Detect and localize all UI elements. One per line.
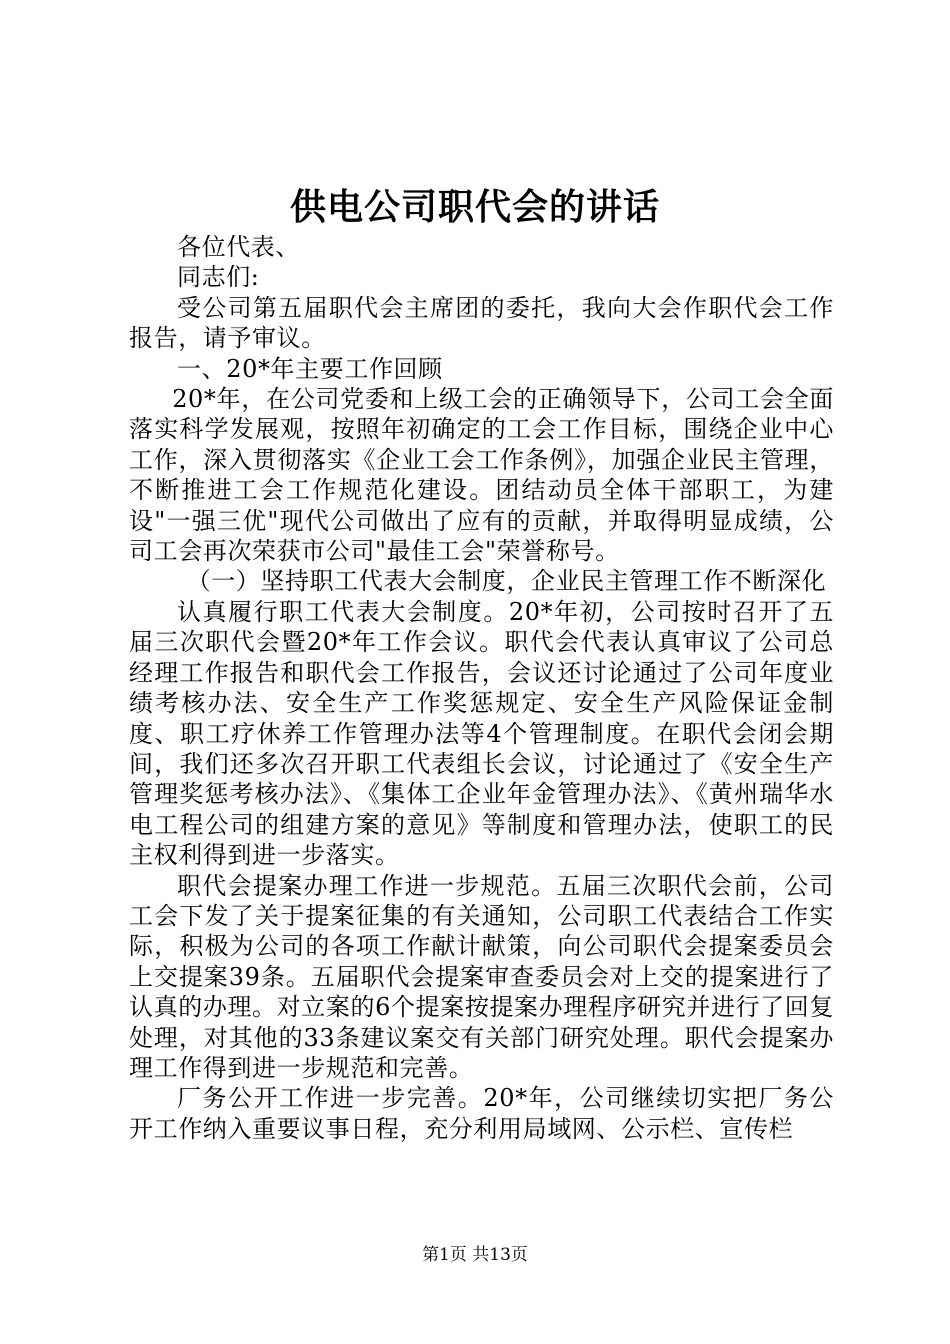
section-heading: 一、20*年主要工作回顾 <box>177 354 443 383</box>
document-title: 供电公司职代会的讲话 <box>289 186 660 228</box>
document-body <box>129 232 834 1144</box>
opening-paragraph: 受公司第五届职代会主席团的委托，我向大会作职代会工作报告，请予审议。 <box>129 293 834 353</box>
salutation-line-1: 各位代表、 <box>177 233 300 261</box>
body-paragraph: 20*年，在公司党委和上级工会的正确领导下，公司工会全面落实科学发展观，按照年初确定的工会工作目标，围绕企业中心工作，深入贯彻落实《企业工会工作条例》，加强企业民主管理，不断推进工会工作规范化建设。团结动员全体干部职工，为建设"一强三优"现代公司做出了应有的贡献，并取得明显成绩，公司工会再次荣获市公司"最佳工会"荣誉称号。 <box>129 385 834 566</box>
body-paragraph: 认真履行职工代表大会制度。20*年初，公司按时召开了五届三次职代会暨20*年工作会议。职代会代表认真审议了公司总经理工作报告和职代会工作报告，会议还讨论通过了公司年度业绩考核办法、安全生产工作奖惩规定、安全生产风险保证金制度、职工疗休养工作管理办法等4个管理制度。在职代会闭会期间，我们还多次召开职工代表组长会议，讨论通过了《安全生产管理奖惩考核办法》、《集体工企业年金管理办法》、《黄州瑞华水电工程公司的组建方案的意见》等制度和管理办法，使职工的民主权利得到进一步落实。 <box>129 597 834 870</box>
subsection-heading: （一）坚持职工代表大会制度，企业民主管理工作不断深化 <box>186 567 827 596</box>
salutation-line-2: 同志们: <box>177 263 260 292</box>
page-footer: 第1页 共13页 <box>422 1245 528 1265</box>
body-paragraph: 职代会提案办理工作进一步规范。五届三次职代会前，公司工会下发了关于提案征集的有关通知，公司职工代表结合工作实际，积极为公司的各项工作献计献策，向公司职代会提案委员会上交提案39条。五届职代会提案审查委员会对上交的提案进行了认真的办理。对立案的6个提案按提案办理程序研究并进行了回复处理，对其他的33条建议案交有关部门研究处理。职代会提案办理工作得到进一步规范和完善。 <box>129 871 834 1082</box>
body-paragraph: 厂务公开工作进一步完善。20*年，公司继续切实把厂务公开工作纳入重要议事日程，充分利用局域网、公示栏、宣传栏 <box>129 1084 834 1143</box>
